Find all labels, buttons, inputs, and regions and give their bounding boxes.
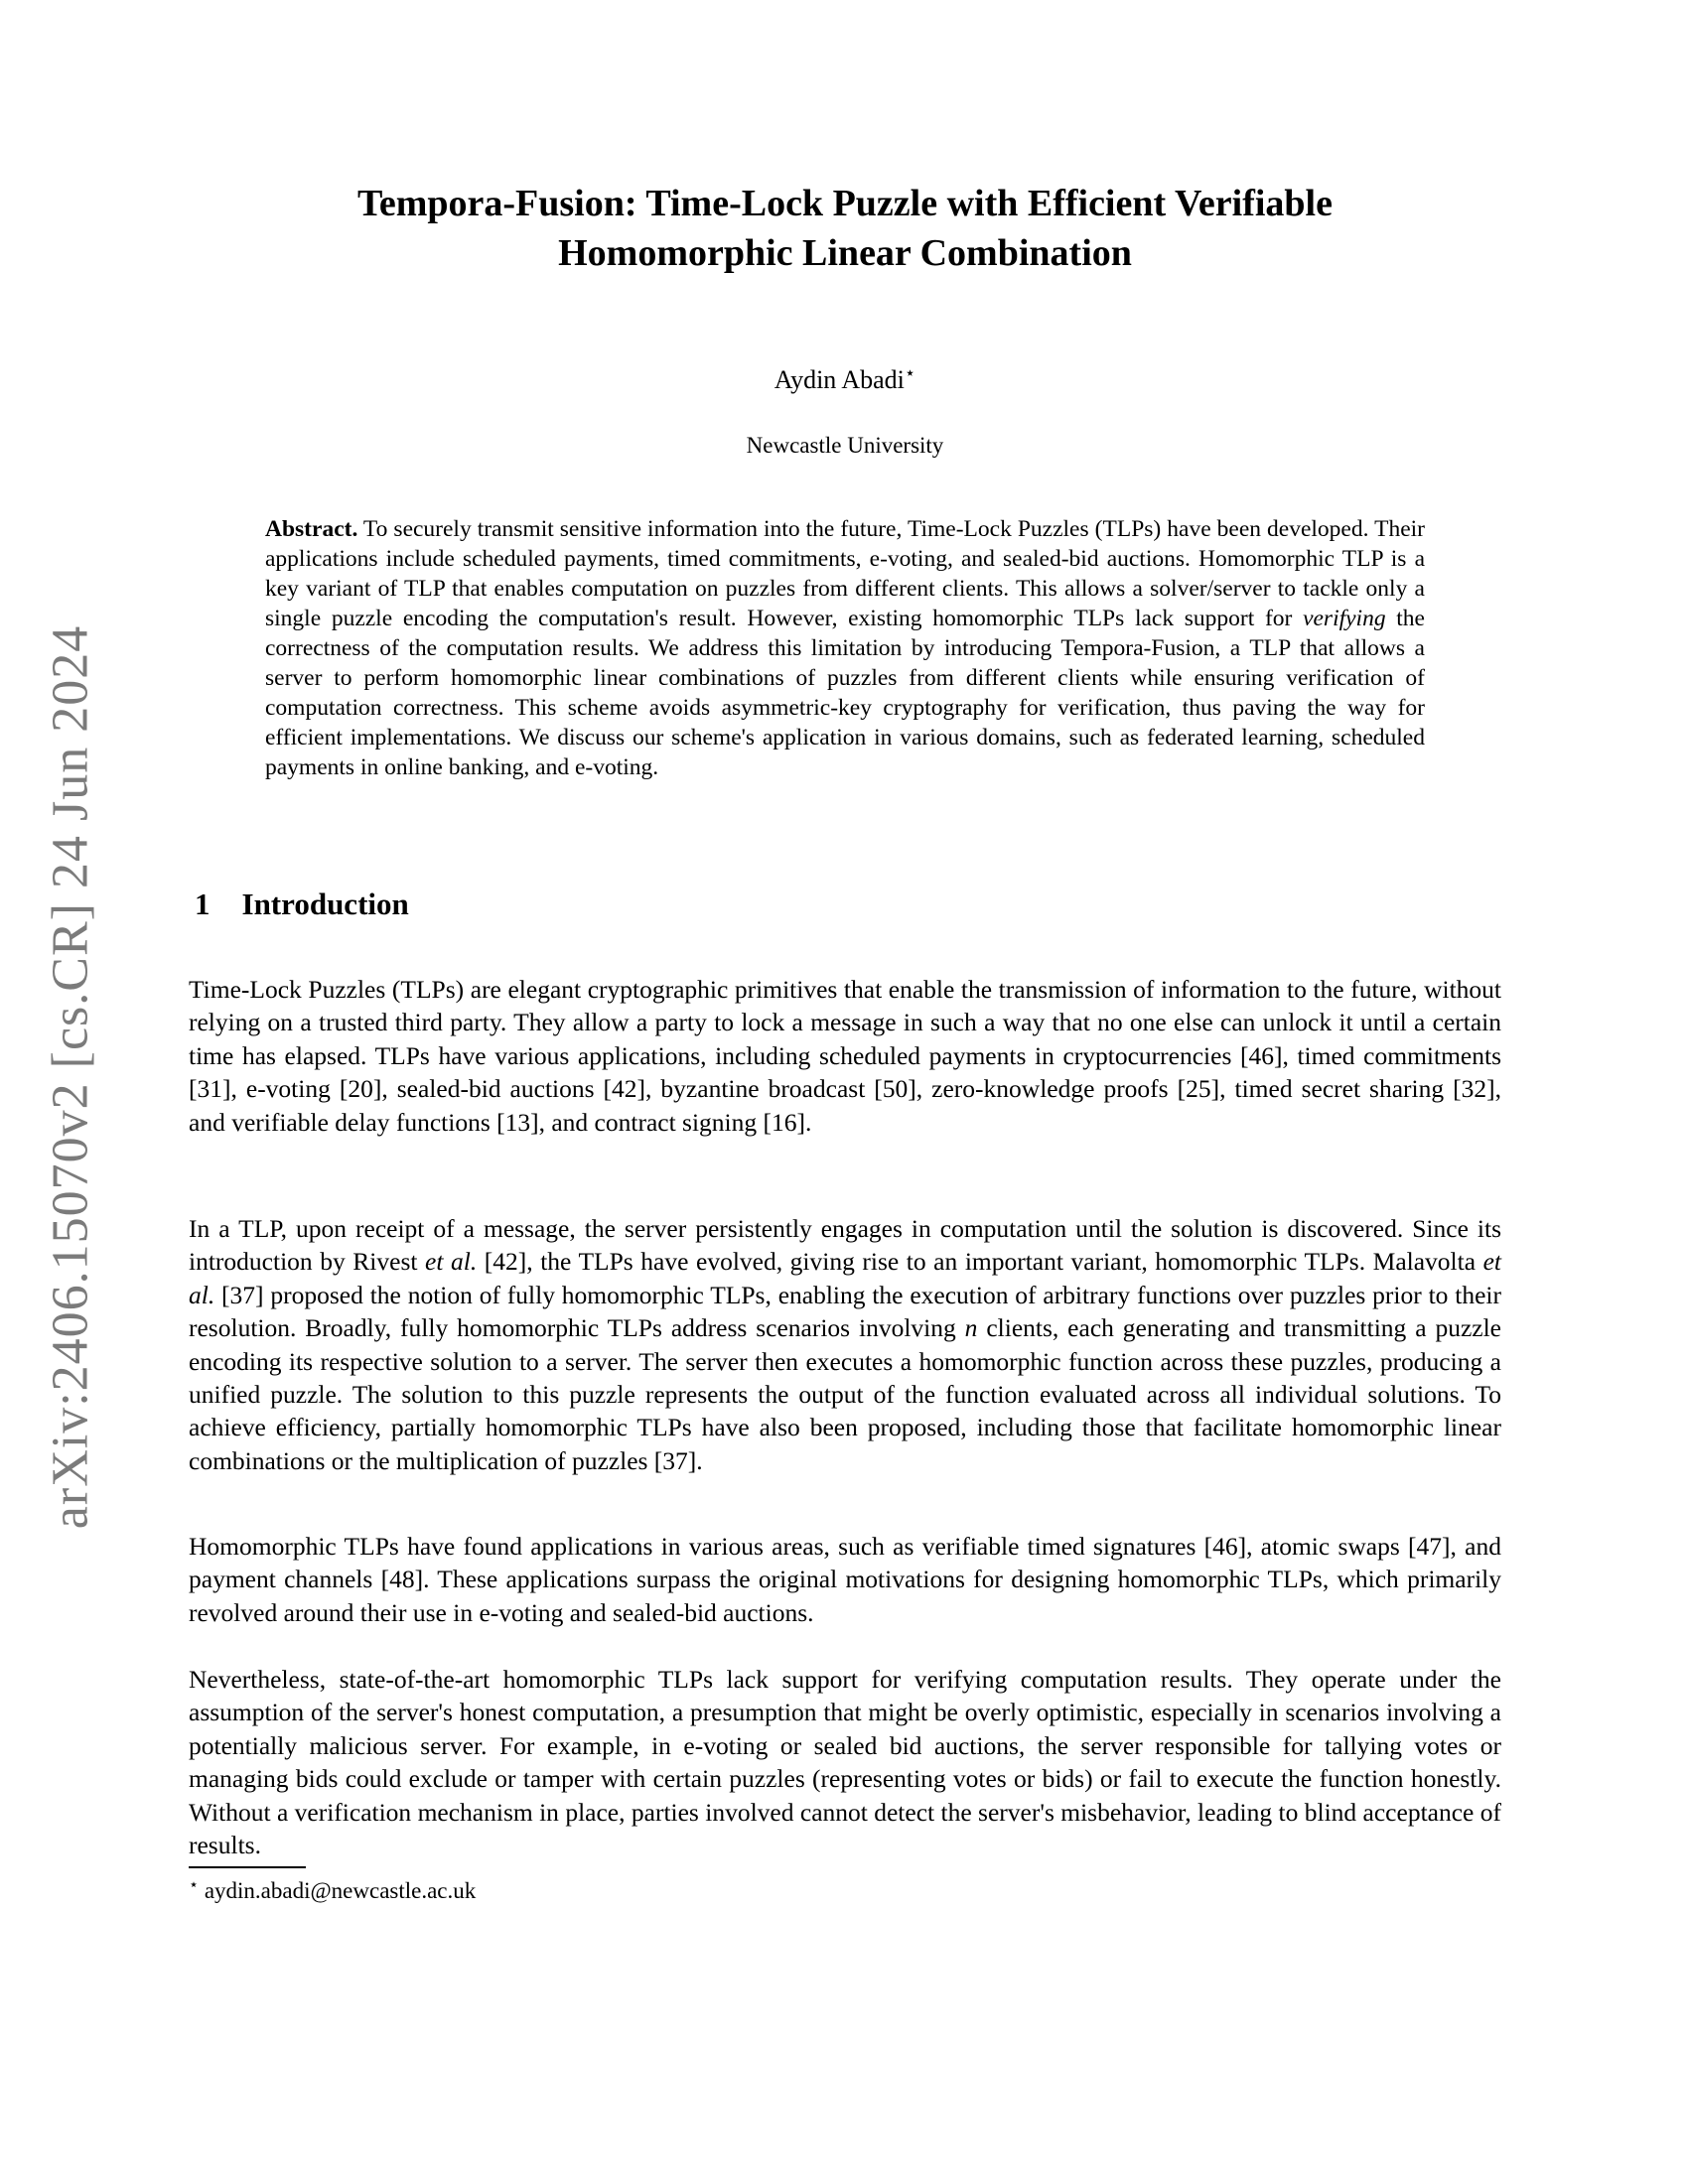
arxiv-watermark: arXiv:2406.15070v2 [cs.CR] 24 Jun 2024 [42, 624, 99, 1530]
footnote-rule [189, 1866, 306, 1868]
section-title: Introduction [241, 887, 409, 921]
section-heading [195, 887, 409, 922]
paper-title-line1: Tempora-Fusion: Time-Lock Puzzle with Efficient Verifiable [357, 183, 1333, 224]
footnote-marker: ⋆ [189, 1876, 200, 1894]
author [189, 362, 1501, 395]
intro-paragraph-1: Time-Lock Puzzles (TLPs) are elegant cryptographic primitives that enable the transmission of information to the future, without relying on a trusted third party. They allow a party to lock a message in such a way that no one else can unlock it until a certain time has elapsed. TLPs have various applications, including scheduled payments in cryptocurrencies [46], timed commitments [31], e-voting [20], sealed-bid auctions [42], byzantine broadcast [50], zero-knowledge proofs [25], timed secret sharing [32], and verifiable delay functions [13], and contract signing [16]. [189, 975, 1501, 1137]
footnote-text [189, 1878, 1501, 1904]
paper-title-line2: Homomorphic Linear Combination [558, 232, 1132, 274]
author-name: Aydin Abadi [774, 365, 905, 394]
section-number: 1 [195, 887, 211, 921]
author-footnote-marker: ⋆ [904, 362, 916, 383]
abstract: Abstract. To securely transmit sensitive information into the future, Time-Lock Puzzles (TLPs) have been developed. Their applications include scheduled payments, timed commitments, e-voting, and sealed-bid auctions. Homomorphic TLP is a key variant of TLP that enables computation on puzzles from different clients. This allows a solver/server to tackle only a single puzzle encoding the computation's result. However, existing homomorphic TLPs lack support for verifying the correctness of the computation results. We address this limitation by introducing Tempora-Fusion, a TLP that allows a server to perform homomorphic linear combinations of puzzles from different clients while ensuring verification of computation correctness. This scheme avoids asymmetric-key cryptography for verification, thus paving the way for efficient implementations. We discuss our scheme's application in various domains, such as federated learning, scheduled payments in online banking, and e-voting. [265, 516, 1425, 780]
paper-title [189, 179, 1501, 278]
intro-paragraph-2: In a TLP, upon receipt of a message, the server persistently engages in computation until the solution is discovered. Since its introduction by Rivest et al. [42], the TLPs have evolved, giving rise to an important variant, homomorphic TLPs. Malavolta et al. [37] proposed the notion of fully homomorphic TLPs, enabling the execution of arbitrary functions over puzzles prior to their resolution. Broadly, fully homomorphic TLPs address scenarios involving n clients, each generating and transmitting a puzzle encoding its respective solution to a server. The server then executes a homomorphic function across these puzzles, producing a unified puzzle. The solution to this puzzle represents the output of the function evaluated across all individual solutions. To achieve efficiency, partially homomorphic TLPs have also been proposed, including those that facilitate homomorphic linear combinations or the multiplication of puzzles [37]. [189, 1214, 1501, 1475]
intro-paragraph-3: Homomorphic TLPs have found applications in various areas, such as verifiable timed signatures [46], atomic swaps [47], and payment channels [48]. These applications surpass the original motivations for designing homomorphic TLPs, which primarily revolved around their use in e-voting and sealed-bid auctions. [189, 1532, 1501, 1627]
footnote [189, 1866, 1501, 1904]
intro-paragraph-4: Nevertheless, state-of-the-art homomorphic TLPs lack support for verifying computation results. They operate under the assumption of the server's honest computation, a presumption that might be overly optimistic, especially in scenarios involving a potentially malicious server. For example, in e-voting or sealed bid auctions, the server responsible for tallying votes or managing bids could exclude or tamper with certain puzzles (representing votes or bids) or fail to execute the function honestly. Without a verification mechanism in place, parties involved cannot detect the server's misbehavior, leading to blind acceptance of results. [189, 1665, 1501, 1860]
affiliation: Newcastle University [746, 433, 944, 458]
footnote-email: aydin.abadi@newcastle.ac.uk [204, 1878, 477, 1903]
